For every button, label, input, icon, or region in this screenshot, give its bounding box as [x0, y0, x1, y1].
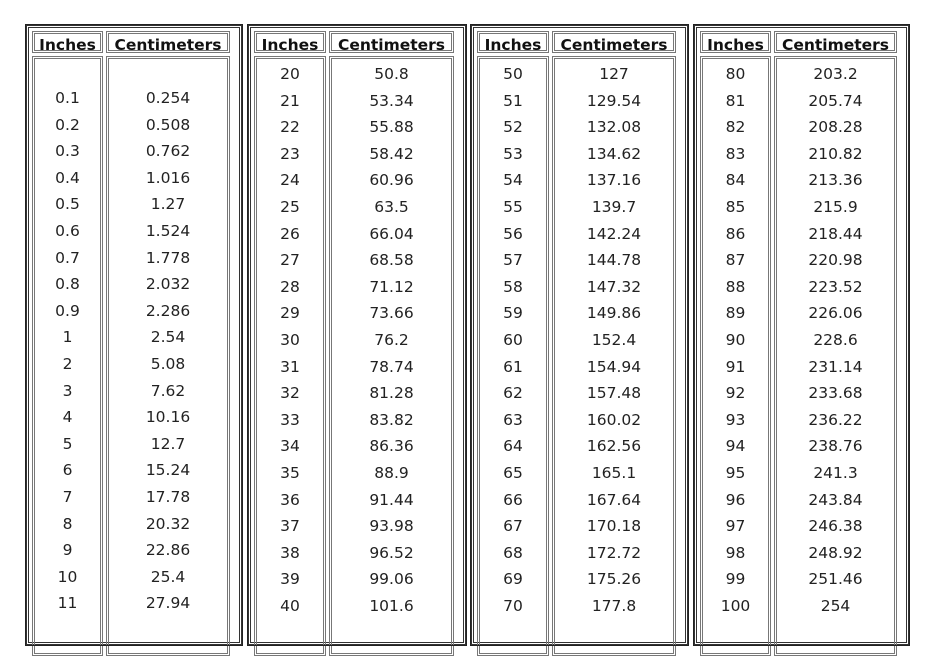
inch-value: 0.3: [55, 142, 80, 161]
inch-value: 50: [503, 65, 523, 83]
inch-value: 0.5: [55, 195, 80, 214]
inch-value: 84: [725, 171, 746, 190]
cm-value: 5.08: [150, 354, 186, 373]
conversion-table-2: [248, 25, 466, 645]
inch-value: 0.9: [55, 301, 80, 320]
cm-value: 213.36: [808, 171, 863, 190]
cm-value: 15.24: [145, 461, 191, 480]
cm-value: 88.9: [374, 463, 409, 482]
inch-value: 100: [720, 596, 751, 615]
cm-value: 160.02: [586, 410, 642, 429]
inch-value: 0.8: [55, 275, 80, 294]
inch-value: 54: [503, 171, 523, 190]
inch-value: 30: [280, 330, 300, 349]
table-header: [474, 28, 685, 53]
cm-value: 134.62: [586, 144, 642, 163]
cm-value: 22.86: [145, 541, 191, 560]
cm-value: 27.94: [145, 594, 191, 613]
inch-value: 85: [725, 197, 746, 216]
cm-value: 17.78: [145, 487, 191, 506]
inch-value: 96: [725, 490, 746, 509]
cm-value: 149.86: [586, 304, 642, 323]
cm-value: 55.88: [369, 118, 414, 137]
inch-value: 8: [62, 514, 73, 533]
cm-value: 144.78: [586, 251, 642, 270]
inch-value: 93: [725, 410, 746, 429]
inch-value: 37: [280, 517, 300, 536]
cm-value: 254: [820, 596, 851, 615]
inch-value: 94: [725, 437, 746, 456]
inch-value: 36: [280, 490, 300, 509]
cm-value: 236.22: [808, 410, 863, 429]
header-centimeters: Centimeters: [106, 31, 230, 53]
conversion-table-4: [694, 25, 909, 645]
inch-value: 86: [725, 224, 746, 243]
cm-value: 243.84: [808, 490, 863, 509]
cm-value: 203.2: [813, 65, 858, 83]
inch-value: 83: [725, 144, 746, 163]
inch-value: 62: [503, 384, 523, 403]
inch-value: 66: [503, 490, 523, 509]
cm-value: 127: [599, 65, 629, 83]
cm-value: 1.524: [145, 221, 191, 240]
cm-value: 177.8: [591, 596, 637, 615]
inch-value: 60: [503, 330, 523, 349]
cm-value: 170.18: [586, 517, 642, 536]
inch-value: 65: [503, 463, 523, 482]
cm-value: 228.6: [813, 330, 858, 349]
cm-value: 129.54: [586, 91, 642, 110]
inch-value: 39: [280, 570, 300, 589]
inch-value: 81: [725, 91, 746, 110]
cm-value: 172.72: [586, 543, 642, 562]
inch-value: 95: [725, 463, 746, 482]
centimeters-column: [106, 56, 230, 656]
inch-value: 64: [503, 437, 523, 456]
centimeters-column: [329, 56, 454, 656]
inch-value: 92: [725, 384, 746, 403]
inch-value: 88: [725, 277, 746, 296]
cm-value: 137.16: [586, 171, 642, 190]
inch-value: 26: [280, 224, 300, 243]
cm-value: 251.46: [808, 570, 863, 589]
conversion-table-3: [471, 25, 688, 645]
inch-value: 24: [280, 171, 300, 190]
table-header: [697, 28, 906, 53]
cm-value: 0.254: [145, 89, 191, 107]
inch-value: 28: [280, 277, 300, 296]
inch-value: 38: [280, 543, 300, 562]
cm-value: 167.64: [586, 490, 642, 509]
inch-value: 20: [280, 65, 300, 83]
cm-value: 101.6: [369, 596, 414, 615]
cm-value: 233.68: [808, 384, 863, 403]
inch-value: 1: [62, 328, 73, 347]
inches-column: [32, 56, 103, 656]
inch-value: 56: [503, 224, 523, 243]
cm-value: 73.66: [369, 304, 414, 323]
inch-value: 55: [503, 197, 523, 216]
cm-value: 248.92: [808, 543, 863, 562]
cm-value: 68.58: [369, 251, 414, 270]
cm-value: 10.16: [145, 408, 191, 427]
cm-value: 220.98: [808, 251, 863, 270]
inch-value: 57: [503, 251, 523, 270]
inch-value: 40: [280, 596, 300, 615]
inch-value: 29: [280, 304, 300, 323]
inch-value: 22: [280, 118, 300, 137]
inch-value: 98: [725, 543, 746, 562]
cm-value: 71.12: [369, 277, 414, 296]
inch-value: 33: [280, 410, 300, 429]
table-header: [251, 28, 463, 53]
cm-value: 162.56: [586, 437, 642, 456]
cm-value: 215.9: [813, 197, 858, 216]
cm-value: 218.44: [808, 224, 863, 243]
inch-value: 6: [62, 461, 73, 480]
inches-column: [477, 56, 549, 656]
header-centimeters: Centimeters: [774, 31, 897, 53]
cm-value: 157.48: [586, 384, 642, 403]
inch-value: 70: [503, 596, 523, 615]
inch-value: 35: [280, 463, 300, 482]
cm-value: 81.28: [369, 384, 414, 403]
inch-value: 0.7: [55, 248, 80, 267]
header-inches: Inches: [477, 31, 549, 53]
header-centimeters: Centimeters: [552, 31, 676, 53]
centimeters-column: [774, 56, 897, 656]
inch-value: 5: [62, 434, 73, 453]
cm-value: 205.74: [808, 91, 863, 110]
cm-value: 12.7: [150, 434, 186, 453]
inch-value: 21: [280, 91, 300, 110]
cm-value: 208.28: [808, 118, 863, 137]
inch-value: 61: [503, 357, 523, 376]
cm-value: 147.32: [586, 277, 642, 296]
inch-value: 99: [725, 570, 746, 589]
inch-value: 90: [725, 330, 746, 349]
cm-value: 238.76: [808, 437, 863, 456]
cm-value: 96.52: [369, 543, 414, 562]
inch-value: 0.2: [55, 115, 80, 134]
inches-column: [254, 56, 326, 656]
inch-value: 68: [503, 543, 523, 562]
inch-value: 87: [725, 251, 746, 270]
inch-value: 34: [280, 437, 300, 456]
inch-value: 51: [503, 91, 523, 110]
header-inches: Inches: [700, 31, 771, 53]
inch-value: 32: [280, 384, 300, 403]
cm-value: 210.82: [808, 144, 863, 163]
inch-value: 67: [503, 517, 523, 536]
header-inches: Inches: [254, 31, 326, 53]
inch-value: 0.6: [55, 221, 80, 240]
cm-value: 223.52: [808, 277, 863, 296]
inch-value: 31: [280, 357, 300, 376]
inch-value: 23: [280, 144, 300, 163]
cm-value: 241.3: [813, 463, 858, 482]
cm-value: 76.2: [374, 330, 409, 349]
inch-value: 52: [503, 118, 523, 137]
cm-value: 60.96: [369, 171, 414, 190]
inch-value: 10: [57, 567, 78, 586]
inch-value: 27: [280, 251, 300, 270]
cm-value: 99.06: [369, 570, 414, 589]
inch-value: 58: [503, 277, 523, 296]
header-centimeters: Centimeters: [329, 31, 454, 53]
cm-value: 93.98: [369, 517, 414, 536]
cm-value: 231.14: [808, 357, 863, 376]
inch-value: 3: [62, 381, 73, 400]
inch-value: 25: [280, 197, 300, 216]
cm-value: 20.32: [145, 514, 191, 533]
inch-value: 91: [725, 357, 746, 376]
inch-value: 4: [62, 408, 73, 427]
inch-value: 59: [503, 304, 523, 323]
header-inches: Inches: [32, 31, 103, 53]
cm-value: 63.5: [374, 197, 409, 216]
cm-value: 2.032: [145, 275, 191, 294]
cm-value: 1.016: [145, 168, 191, 187]
cm-value: 154.94: [586, 357, 642, 376]
cm-value: 86.36: [369, 437, 414, 456]
cm-value: 78.74: [369, 357, 414, 376]
inch-value: 9: [62, 541, 73, 560]
cm-value: 66.04: [369, 224, 414, 243]
inch-value: 53: [503, 144, 523, 163]
cm-value: 226.06: [808, 304, 863, 323]
cm-value: 0.508: [145, 115, 191, 134]
cm-value: 152.4: [591, 330, 637, 349]
inch-value: 97: [725, 517, 746, 536]
cm-value: 58.42: [369, 144, 414, 163]
inch-value: 11: [57, 594, 78, 613]
inch-value: 89: [725, 304, 746, 323]
inch-value: 69: [503, 570, 523, 589]
cm-value: 53.34: [369, 91, 414, 110]
cm-value: 139.7: [591, 197, 637, 216]
conversion-table-1: [26, 25, 242, 645]
cm-value: 0.762: [145, 142, 191, 161]
table-header: [29, 28, 239, 53]
cm-value: 142.24: [586, 224, 642, 243]
cm-value: 132.08: [586, 118, 642, 137]
inch-value: 63: [503, 410, 523, 429]
cm-value: 1.27: [150, 195, 186, 214]
inches-column: [700, 56, 771, 656]
cm-value: 1.778: [145, 248, 191, 267]
cm-value: 25.4: [150, 567, 186, 586]
inch-value: 2: [62, 354, 73, 373]
inch-value: 82: [725, 118, 746, 137]
cm-value: 50.8: [374, 65, 409, 83]
cm-value: 91.44: [369, 490, 414, 509]
cm-value: 2.286: [145, 301, 191, 320]
cm-value: 246.38: [808, 517, 863, 536]
cm-value: 2.54: [150, 328, 186, 347]
cm-value: 7.62: [150, 381, 186, 400]
inch-value: 80: [725, 65, 746, 83]
cm-value: 83.82: [369, 410, 414, 429]
inch-value: 0.4: [55, 168, 80, 187]
inch-value: 7: [62, 487, 73, 506]
centimeters-column: [552, 56, 676, 656]
cm-value: 175.26: [586, 570, 642, 589]
cm-value: 165.1: [591, 463, 637, 482]
inch-value: 0.1: [55, 89, 80, 107]
